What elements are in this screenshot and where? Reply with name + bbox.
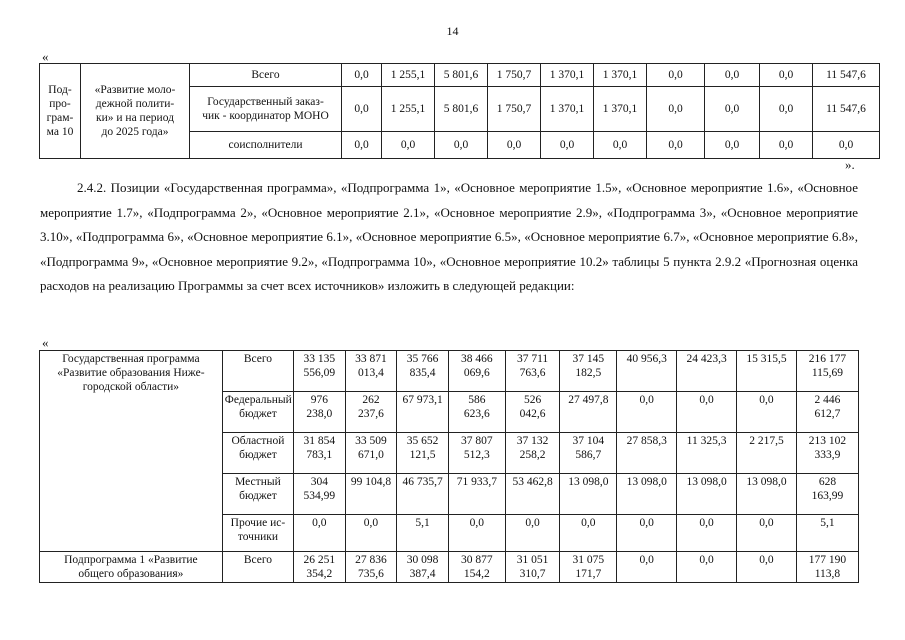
value-cell: 304 534,99 xyxy=(294,474,346,515)
funding-source-cell: Всего xyxy=(222,351,293,392)
value-cell: 0,0 xyxy=(705,87,760,132)
value-cell: 0,0 xyxy=(705,132,760,159)
program-title-cell: «Развитие моло- дежной полити- ки» и на период до 2025 года» xyxy=(81,64,190,159)
funding-source-cell: Всего xyxy=(222,552,293,583)
value-cell: 11 547,6 xyxy=(813,87,880,132)
value-cell: 13 098,0 xyxy=(677,474,737,515)
value-cell: 11 547,6 xyxy=(813,64,880,87)
value-cell: 0,0 xyxy=(594,132,647,159)
value-cell: 1 255,1 xyxy=(382,64,435,87)
value-cell: 33 135 556,09 xyxy=(294,351,346,392)
value-cell: 2 446 612,7 xyxy=(796,392,858,433)
value-cell: 37 711 763,6 xyxy=(505,351,560,392)
subprogram-10-table xyxy=(39,63,880,159)
value-cell: 0,0 xyxy=(647,132,705,159)
amendment-paragraph xyxy=(40,176,858,299)
value-cell: 0,0 xyxy=(617,515,677,552)
value-cell: 0,0 xyxy=(294,515,346,552)
value-cell: 71 933,7 xyxy=(448,474,505,515)
value-cell: 526 042,6 xyxy=(505,392,560,433)
value-cell: 0,0 xyxy=(342,87,382,132)
value-cell: 0,0 xyxy=(677,515,737,552)
value-cell: 0,0 xyxy=(737,552,797,583)
value-cell: 1 370,1 xyxy=(541,64,594,87)
value-cell: 37 145 182,5 xyxy=(560,351,617,392)
row-label-cell: Всего xyxy=(190,64,342,87)
value-cell: 53 462,8 xyxy=(505,474,560,515)
value-cell: 11 325,3 xyxy=(677,433,737,474)
value-cell: 67 973,1 xyxy=(397,392,449,433)
value-cell: 0,0 xyxy=(647,64,705,87)
value-cell: 99 104,8 xyxy=(345,474,397,515)
program-number-cell: Под- про- грам- ма 10 xyxy=(40,64,81,159)
value-cell: 0,0 xyxy=(737,392,797,433)
opening-quote-top: « xyxy=(42,49,49,64)
value-cell: 38 466 069,6 xyxy=(448,351,505,392)
value-cell: 31 854 783,1 xyxy=(294,433,346,474)
value-cell: 35 766 835,4 xyxy=(397,351,449,392)
value-cell: 13 098,0 xyxy=(560,474,617,515)
row-label-cell: соисполнители xyxy=(190,132,342,159)
value-cell: 0,0 xyxy=(677,552,737,583)
value-cell: 216 177 115,69 xyxy=(796,351,858,392)
value-cell: 0,0 xyxy=(541,132,594,159)
value-cell: 2 217,5 xyxy=(737,433,797,474)
value-cell: 33 871 013,4 xyxy=(345,351,397,392)
value-cell: 15 315,5 xyxy=(737,351,797,392)
value-cell: 976 238,0 xyxy=(294,392,346,433)
value-cell: 0,0 xyxy=(813,132,880,159)
page-number: 14 xyxy=(446,24,459,38)
value-cell: 0,0 xyxy=(345,515,397,552)
value-cell: 31 051 310,7 xyxy=(505,552,560,583)
table-row xyxy=(40,351,859,392)
value-cell: 0,0 xyxy=(435,132,488,159)
value-cell: 5 801,6 xyxy=(435,87,488,132)
funding-source-cell: Прочие ис- точники xyxy=(222,515,293,552)
value-cell: 0,0 xyxy=(342,132,382,159)
funding-source-cell: Местный бюджет xyxy=(222,474,293,515)
value-cell: 24 423,3 xyxy=(677,351,737,392)
value-cell: 177 190 113,8 xyxy=(796,552,858,583)
value-cell: 586 623,6 xyxy=(448,392,505,433)
value-cell: 5 801,6 xyxy=(435,64,488,87)
value-cell: 13 098,0 xyxy=(737,474,797,515)
value-cell: 13 098,0 xyxy=(617,474,677,515)
value-cell: 262 237,6 xyxy=(345,392,397,433)
value-cell: 27 858,3 xyxy=(617,433,677,474)
opening-quote-bottom: « xyxy=(42,335,49,350)
value-cell: 0,0 xyxy=(647,87,705,132)
subprogram-title-cell: Подпрограмма 1 «Развитие общего образования» xyxy=(40,552,223,583)
value-cell: 0,0 xyxy=(382,132,435,159)
amendment-text: 2.4.2. Позиции «Государственная программа», «Подпрограмма 1», «Основное мероприятие 1.5», «Основное мероприятие 1.6», «Основное мероприятие 1.7», «Подпрограмма 2», «Основное мероприятие 2.1», «Основное мероприятие 2.9», «Подпрограмма 3», «Основное мероприятие 3.10», «Подпрограмма 6», «Основное мероприятие 6.1», «Основное мероприятие 6.5», «Основное мероприятие 6.7», «Основное мероприятие 6.8», «Подпрограмма 9», «Основное мероприятие 9.2», «Подпрограмма 10», «Основное мероприятие 10.2» таблицы 5 пункта 2.9.2 «Прогнозная оценка расходов на реализацию Программы за счет всех источников» изложить в следующей редакции: xyxy=(40,180,858,293)
funding-source-cell: Областной бюджет xyxy=(222,433,293,474)
table-row xyxy=(40,552,859,583)
program-title-cell: Государственная программа «Развитие образования Ниже- городской области» xyxy=(40,351,223,552)
value-cell: 0,0 xyxy=(488,132,541,159)
state-program-table xyxy=(39,350,859,583)
value-cell: 0,0 xyxy=(617,552,677,583)
value-cell: 37 132 258,2 xyxy=(505,433,560,474)
value-cell: 46 735,7 xyxy=(397,474,449,515)
value-cell: 37 807 512,3 xyxy=(448,433,505,474)
value-cell: 27 836 735,6 xyxy=(345,552,397,583)
value-cell: 33 509 671,0 xyxy=(345,433,397,474)
value-cell: 5,1 xyxy=(397,515,449,552)
value-cell: 0,0 xyxy=(448,515,505,552)
value-cell: 1 255,1 xyxy=(382,87,435,132)
value-cell: 0,0 xyxy=(505,515,560,552)
value-cell: 1 750,7 xyxy=(488,87,541,132)
value-cell: 628 163,99 xyxy=(796,474,858,515)
value-cell: 0,0 xyxy=(705,64,760,87)
row-label-cell: Государственный заказ- чик - координатор МОНО xyxy=(190,87,342,132)
value-cell: 0,0 xyxy=(760,132,813,159)
value-cell: 1 370,1 xyxy=(594,87,647,132)
value-cell: 213 102 333,9 xyxy=(796,433,858,474)
value-cell: 27 497,8 xyxy=(560,392,617,433)
value-cell: 0,0 xyxy=(617,392,677,433)
value-cell: 0,0 xyxy=(760,64,813,87)
value-cell: 37 104 586,7 xyxy=(560,433,617,474)
value-cell: 0,0 xyxy=(342,64,382,87)
funding-source-cell: Федеральный бюджет xyxy=(222,392,293,433)
value-cell: 35 652 121,5 xyxy=(397,433,449,474)
value-cell: 0,0 xyxy=(560,515,617,552)
value-cell: 0,0 xyxy=(760,87,813,132)
value-cell: 30 877 154,2 xyxy=(448,552,505,583)
value-cell: 30 098 387,4 xyxy=(397,552,449,583)
value-cell: 26 251 354,2 xyxy=(294,552,346,583)
value-cell: 1 750,7 xyxy=(488,64,541,87)
value-cell: 5,1 xyxy=(796,515,858,552)
value-cell: 31 075 171,7 xyxy=(560,552,617,583)
value-cell: 1 370,1 xyxy=(541,87,594,132)
table-row xyxy=(40,64,880,87)
closing-quote-top: ». xyxy=(845,157,855,172)
value-cell: 40 956,3 xyxy=(617,351,677,392)
value-cell: 0,0 xyxy=(737,515,797,552)
value-cell: 1 370,1 xyxy=(594,64,647,87)
value-cell: 0,0 xyxy=(677,392,737,433)
